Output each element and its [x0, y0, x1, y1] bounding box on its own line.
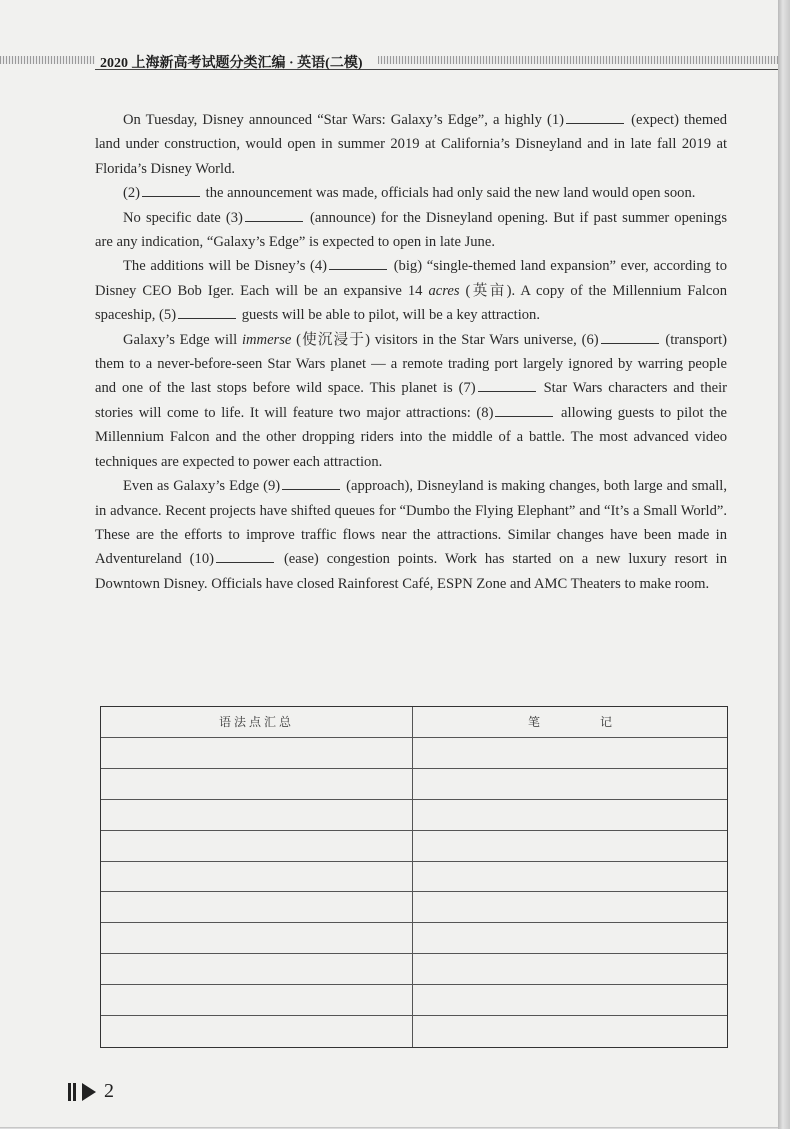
running-header-title: 2020 上海新高考试题分类汇编 · 英语(二模) — [100, 56, 363, 71]
paragraph-1 — [95, 108, 727, 181]
text-segment: Even as Galaxy’s Edge (9) — [123, 478, 281, 495]
notes-cell — [101, 738, 413, 769]
text-segment: (big) “single-themed land expansion” ever, according to Disney CEO Bob Iger. Each will be an expansive 14 — [95, 258, 727, 299]
text-segment: On Tuesday, Disney announced “Star Wars: Galaxy’s Edge”, a highly (1) — [123, 112, 565, 128]
notes-cell — [101, 892, 413, 923]
notes-cell — [413, 954, 727, 985]
answer-blank-7 — [478, 379, 536, 392]
answer-blank-1 — [566, 111, 624, 124]
notes-cell — [413, 923, 727, 954]
notes-cell — [413, 738, 727, 769]
answer-blank-8 — [495, 404, 553, 417]
text-segment: the announcement was made, officials had only said the new land would open soon. — [202, 185, 696, 202]
notes-cell — [413, 831, 727, 862]
text-segment: The additions will be Disney’s (4) — [123, 258, 328, 275]
text-segment: Galaxy’s Edge will — [123, 331, 242, 348]
answer-blank-2 — [142, 184, 200, 197]
page-marker-arrow-icon — [82, 1083, 96, 1101]
header-stripe-right — [378, 56, 778, 64]
notes-cell — [101, 923, 413, 954]
header-stripe-left — [0, 56, 95, 64]
italic-term: immerse — [241, 331, 292, 348]
notes-cell — [101, 800, 413, 831]
notes-header-notes: 笔记 — [413, 707, 727, 738]
text-segment: (transport) them to a never-before-seen Star Wars planet — a remote trading port largely ignored by warring people and one of the last stops before wild space. This planet is (7) — [95, 331, 727, 397]
notes-cell — [101, 1016, 413, 1047]
notes-header-grammar: 语法点汇总 — [101, 707, 413, 738]
notes-cell — [413, 892, 727, 923]
page-number: 2 — [104, 1080, 114, 1102]
notes-cell — [413, 800, 727, 831]
text-segment: (使沉浸于) visitors in the Star Wars universe, (6) — [291, 331, 599, 348]
notes-cell — [101, 831, 413, 862]
notes-cell — [101, 954, 413, 985]
answer-blank-5 — [178, 306, 236, 319]
notes-cell — [413, 985, 727, 1016]
notes-cell — [413, 769, 727, 800]
italic-term: acres — [428, 282, 460, 299]
text-segment: (英亩). A copy of the Millennium Falcon spaceship, (5) — [95, 282, 728, 324]
answer-blank-10 — [216, 550, 274, 563]
notes-cell — [413, 1016, 727, 1047]
text-segment: No specific date (3) — [123, 209, 243, 226]
text-segment: guests will be able to pilot, will be a key attraction. — [238, 307, 540, 324]
page-number-footer — [68, 1080, 114, 1103]
notes-cell — [101, 862, 413, 893]
text-segment: (expect) themed land under construction, would open in summer 2019 at California’s Disneyland and in late fall 2019 at Florida’s Disney World. — [95, 112, 727, 177]
paragraph-6 — [95, 474, 727, 596]
text-segment: (announce) for the Disneyland opening. But if past summer openings are any indication, “Galaxy’s Edge” is expected to open in late June. — [95, 209, 728, 251]
cloze-passage — [95, 108, 727, 596]
text-segment: allowing guests to pilot the Millennium Falcon and the other dropping riders into the middle of a battle. The most advanced video techniques are expected to power each attraction. — [95, 404, 727, 470]
paragraph-3 — [95, 206, 727, 255]
paragraph-5 — [95, 328, 727, 474]
answer-blank-9 — [282, 477, 340, 490]
page-marker-bars — [68, 1083, 76, 1101]
paragraph-2 — [95, 181, 727, 205]
notes-table — [100, 706, 728, 1048]
answer-blank-4 — [329, 257, 387, 270]
notes-cell — [101, 769, 413, 800]
notes-cell — [413, 862, 727, 893]
answer-blank-3 — [245, 209, 303, 222]
notes-cell — [101, 985, 413, 1016]
text-segment: (ease) congestion points. Work has started on a new luxury resort in Downtown Disney. Officials have closed Rainforest Café, ESPN Zone and AMC Theaters to make room. — [95, 551, 728, 592]
text-segment: (approach), Disneyland is making changes, both large and small, in advance. Recent projects have shifted queues for “Dumbo the Flying Elephant” and “It’s a Small World”. These are the efforts to improve traffic flows near the attractions. Similar changes have been made in Adventureland (10) — [95, 478, 727, 568]
text-segment: (2) — [123, 185, 141, 202]
text-segment: Star Wars characters and their stories will come to life. It will feature two major attractions: (8) — [95, 380, 728, 421]
book-spine-edge — [778, 0, 790, 1129]
answer-blank-6 — [601, 331, 659, 344]
paragraph-4 — [95, 254, 727, 327]
